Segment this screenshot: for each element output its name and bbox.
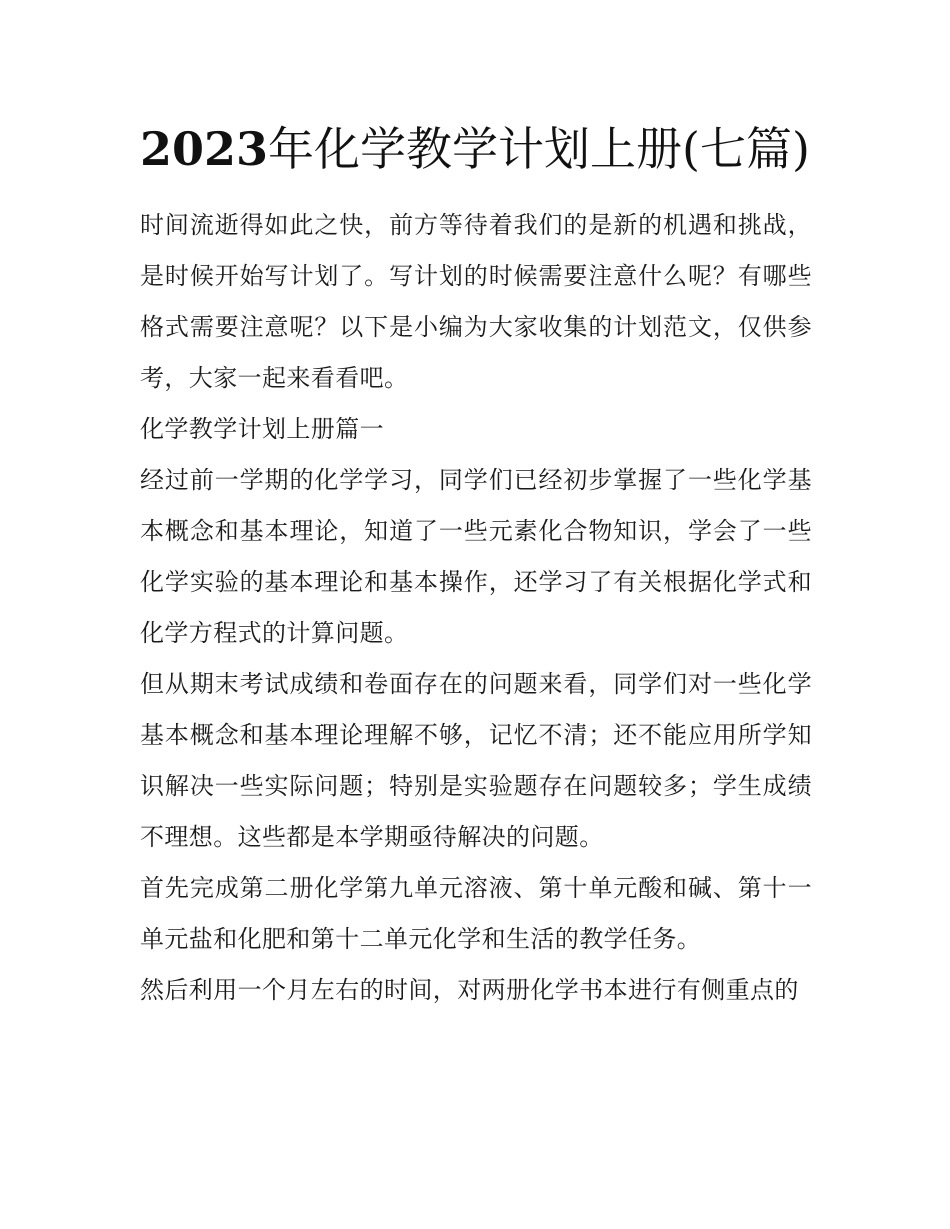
body-paragraph: 经过前一学期的化学学习，同学们已经初步掌握了一些化学基本概念和基本理论，知道了一些元素化合物知识，学会了一些化学实验的基本理论和基本操作，还学习了有关根据化学式和化学方程式的计算问题。 bbox=[140, 466, 812, 647]
page-title bbox=[140, 112, 812, 186]
body-paragraph: 首先完成第二册化学第九单元溶液、第十单元酸和碱、第十一单元盐和化肥和第十二单元化学和生活的教学任务。 bbox=[140, 874, 812, 953]
intro-paragraph: 时间流逝得如此之快，前方等待着我们的是新的机遇和挑战，是时候开始写计划了。写计划的时候需要注意什么呢？有哪些格式需要注意呢？以下是小编为大家收集的计划范文，仅供参考，大家一起来看看吧。 bbox=[140, 211, 812, 392]
title-text: 年化学教学计划上册(七篇) bbox=[268, 122, 810, 176]
body-paragraph: 然后利用一个月左右的时间，对两册化学书本进行有侧重点的 bbox=[140, 976, 799, 1004]
title-year: 2023 bbox=[140, 122, 269, 176]
body-paragraph: 但从期末考试成绩和卷面存在的问题来看，同学们对一些化学基本概念和基本理论理解不够，记忆不清；还不能应用所学知识解决一些实际问题；特别是实验题存在问题较多；学生成绩不理想。这些都是本学期亟待解决的问题。 bbox=[140, 670, 812, 851]
document-content bbox=[140, 112, 812, 1016]
section-heading: 化学教学计划上册篇一 bbox=[140, 415, 384, 443]
document-title bbox=[140, 112, 812, 186]
